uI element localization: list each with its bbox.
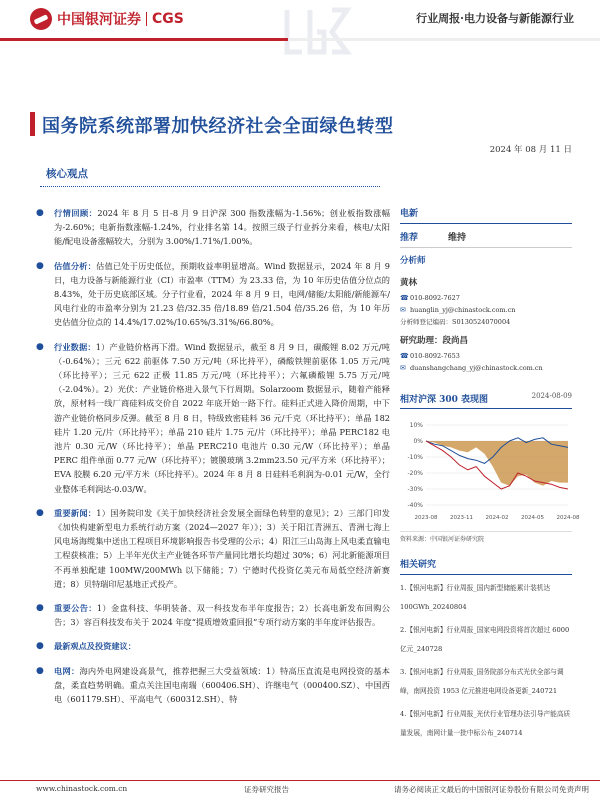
- email-icon: ✉: [400, 364, 406, 372]
- logo-separator: [146, 12, 147, 26]
- paragraph-grid: [36, 664, 390, 707]
- logo-en-text: CGS: [152, 11, 184, 27]
- page-header: [0, 0, 600, 40]
- paragraph-keyword: 行情回顾：: [54, 208, 98, 218]
- main-content: [36, 206, 390, 716]
- paragraph-valuation: [36, 259, 390, 330]
- chart-title-row: [400, 392, 572, 405]
- rating-row: [400, 230, 572, 243]
- email-text[interactable]: huanglin_yj@chinastock.com.cn: [410, 306, 516, 314]
- paragraph-announcements: [36, 601, 390, 629]
- paragraph-keyword: 电网：: [54, 665, 80, 676]
- analyst-phone: [400, 292, 572, 304]
- chart-date: 2024-08-09: [531, 392, 572, 400]
- logo-cn-text: 中国银河证券: [57, 12, 141, 28]
- report-category: 行业周报·电力设备与新能源行业: [416, 12, 574, 25]
- paragraph-investment-advice: [36, 639, 390, 653]
- paragraph-keyword: 重要公告：: [54, 603, 97, 614]
- title-accent-bar: [30, 112, 35, 136]
- bullet-icon: ●: [36, 208, 44, 218]
- x-tick-label: 2024-08: [556, 515, 580, 521]
- paragraph-text: 海内外电网建设高景气，推荐把握三大受益领域：1）特高压直流是电网投资的基本盘，柔直趋势明确。重点关注国电南瑞（600406.SH）、许继电气（000400.SZ）、中国西电（601179.SH）、平高电气（600312.SH）、特: [54, 665, 390, 705]
- footer-divider: [0, 780, 600, 781]
- paragraph-text: 1）国务院印发《关于加快经济社会发展全面绿色转型的意见》；2）三部门印发《加快构建新型电力系统行动方案（2024—2027 年）》；3）关于阳江青洲五、青洲七海上风电场海缆集中送出工程项目环境影响报告书受理的公示；4）阳江三山岛海上风电柔直输电工程获核准；5）上半年光伏主产业链各环节产量同比增长均超过 30%；6）河北新能源项目不再单独配建 100MW/200MWh 以下储能；7）宁德时代投资亿美元布局低空经济新赛道；8）贝特瑞印尼基地正式投产。: [54, 507, 390, 589]
- analyst-cert: 分析师登记编码：S0130524070004: [400, 318, 511, 326]
- rating-label: 推荐: [400, 233, 419, 243]
- report-date: 2024 年 08 月 11 日: [489, 145, 572, 155]
- core-view-divider: [40, 186, 380, 187]
- email-icon: ✉: [400, 306, 406, 314]
- related-item[interactable]: 2.【银河电新】行业周报_国家电网投资将首次超过 6000 亿元_240728: [400, 626, 570, 653]
- paragraph-keyword: 估值分析：: [54, 260, 97, 271]
- y-tick-label: -10%: [407, 454, 423, 461]
- paragraph-news: [36, 506, 390, 591]
- bullet-icon: ●: [36, 260, 44, 271]
- core-view-heading: 核心观点: [46, 168, 88, 180]
- x-tick-label: 2024-02: [485, 515, 509, 521]
- y-tick-label: 0%: [413, 438, 423, 445]
- footer-doc-type: 证券研究报告: [244, 785, 289, 794]
- bullet-icon: ●: [36, 507, 44, 518]
- phone-icon: ☎: [400, 294, 409, 302]
- analyst-heading: 分析师: [400, 247, 572, 270]
- related-item[interactable]: 1.【银河电新】行业周报_国内新型储能累计装机达 100GWh_20240804: [400, 584, 551, 611]
- related-item[interactable]: 4.【银河电新】行业周报_光伏行业管理办法引导产能高质量发展，南网计量一批中标公布_240714: [400, 710, 571, 737]
- phone-text: 010-8092-7627: [410, 294, 460, 302]
- y-tick-label: -40%: [407, 502, 423, 509]
- relative-return-area: [426, 441, 568, 486]
- footer-disclaimer: 请务必阅读正文最后的中国银河证券股份有限公司免责声明: [394, 785, 589, 794]
- y-tick-label: -20%: [407, 470, 423, 477]
- chart-source: 资料来源：中国银河证券研究院: [400, 531, 572, 543]
- sector-heading: 电新: [400, 206, 572, 224]
- assistant-phone: [400, 350, 572, 362]
- email-text[interactable]: duanshangchang_yj@chinastock.com.cn: [410, 364, 543, 372]
- paragraph-text: 1）产业链价格再下滑。Wind 数据显示，截至 8 月 9 日，碳酸锂 8.02 万元/吨（-0.64%）；三元 622 前驱体 7.50 万元/吨（环比持平），磷酸铁锂前驱体 1.05 万元/吨（环比持平）；三元 622 正极 11.85 万元/吨（环比持平）；六氟磷酸锂 5.75 万元/吨（-2.04%）。2）光伏：产业链价格进入景气下行周期。Solarzoom 数据显示，随着产能释放，原材料一线厂商硅料成交价自 2022 年底开始一路下行。硅料正式进入降价周期，中下游产业链价格同步反弹。截至 8 月 8 日，特级致密硅料 36 元/千克（环比持平）；单晶 182 硅片 1.20 元/片（环比持平）；单晶 210 硅片 1.75 元/片（环比持平）；单晶 PERC182 电池片 0.30 元/W（环比持平）；单晶 PERC210 电池片 0.30 元/W（环比持平）；单晶 PERC 组件单面 0.77 元/W（环比持平）；镀膜玻璃 3.2mm23.50 元/平方米（环比持平）；EVA 胶膜 6.20 元/平方米（环比持平）。2024 年 8 月 8 日硅料毛利润为-0.01 元/W，全行业整体毛利润达-0.03/W。: [54, 341, 390, 494]
- phone-icon: ☎: [400, 352, 409, 360]
- bullet-icon: ●: [36, 341, 44, 352]
- related-research-heading: 相关研究: [400, 557, 572, 575]
- paragraph-market-review: [36, 206, 390, 249]
- chart-container: [400, 408, 580, 527]
- assistant-name: 研究助理：段尚昌: [400, 336, 469, 346]
- bullet-icon: ●: [36, 665, 44, 676]
- paragraph-text: 估值已处于历史低位，预期收益率明显增高。Wind 数据显示，2024 年 8 月 9 日，电力设备与新能源行业（CI）市盈率（TTM）为 23.33 倍，为 10 年历史估值分位点的 8.43%，处于历史底部区域。分子行业看，2024 年 8 月 9 日，电网/储能/太阳能/新能源车/风电行业的市盈率分别为 21.23 倍/32.35 倍/18.89 倍/21.504 倍/35.26 倍，为 10 年历史估值分位点的 14.4%/17.02%/10.65%/3.31%/66.80%。: [54, 260, 390, 328]
- cgs-watermark-icon: [282, 2, 352, 60]
- paragraph-industry-data: [36, 340, 390, 496]
- paragraph-keyword: 行业数据：: [54, 341, 96, 352]
- phone-text: 010-8092-7653: [410, 352, 460, 360]
- rating-value: 维持: [448, 233, 467, 243]
- analyst-email[interactable]: [400, 304, 572, 316]
- paragraph-keyword: 重要新闻：: [54, 507, 97, 518]
- related-item[interactable]: 3.【银河电新】行业周报_国务院部分布式光伏全部与调峰，南网投资 1953 亿元推进电网设备更新_240721: [400, 668, 564, 695]
- paragraph-keyword: 最新观点及投资建议：: [54, 641, 136, 652]
- x-tick-label: 2023-08: [414, 515, 438, 521]
- chart-title: 相对沪深 300 表现图: [400, 395, 489, 405]
- bullet-icon: ●: [36, 641, 44, 652]
- sidebar: [400, 206, 580, 743]
- logo-mark-icon: [30, 8, 52, 30]
- x-tick-label: 2023-11: [450, 515, 473, 521]
- company-logo: [30, 8, 184, 30]
- assistant-email[interactable]: [400, 362, 572, 374]
- analyst-name: 黄林: [400, 278, 418, 288]
- y-tick-label: -30%: [407, 486, 423, 493]
- header-divider: [0, 38, 600, 41]
- x-tick-label: 2024-05: [521, 515, 544, 521]
- relative-performance-chart: [400, 411, 580, 523]
- footer-url[interactable]: www.chinastock.com.cn: [36, 784, 128, 793]
- report-title: 国务院系统部署加快经济社会全面绿色转型: [42, 116, 394, 137]
- y-tick-label: 10%: [409, 422, 423, 429]
- paragraph-text: 1）金盘科技、华明装备、双一科技发布半年度报告；2）长高电新发布回购公告；3）容百科技发布关于 2024 年度“提质增效重回报”专项行动方案的半年度评估报告。: [54, 603, 390, 628]
- paragraph-text: 2024 年 8 月 5 日-8 月 9 日沪深 300 指数涨幅为-1.56%；创业板指数涨幅为-2.60%；电新指数涨幅-1.24%，行业排名第 14。按照三级子行业拆分来看，核电/太阳能/配电设备涨幅较大，分别为 3.00%/1.71%/1.00%。: [54, 208, 390, 247]
- bullet-icon: ●: [36, 603, 44, 614]
